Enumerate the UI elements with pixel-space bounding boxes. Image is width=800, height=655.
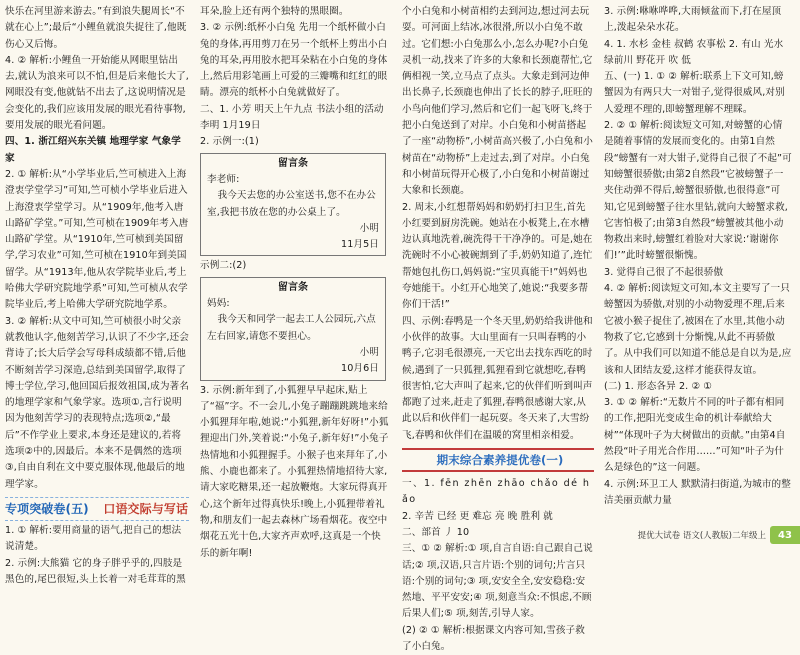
answer-line: 示例二:(2): [200, 260, 247, 272]
answer-line: 四、示例:春鸭是一个冬天里,奶奶给我讲他和小伙伴的故事。大山里面有一只叫春鸭的小鸭子,它羽毛很漂亮,一天它出去找东西吃的时候,遇到了一只狐狸,狐狸看到它就想吃,春鸭很害怕,它大声叫了起来,它的伙伴们听到叫声都跑了过来,赶走了狐狸,春鸭很感谢大家,从此以后和伙伴们一起玩耍。冬天来了,大雪纷飞,春鸭和伙伴们在温暖的窝里相亲相爱。: [402, 315, 593, 441]
exam-section-heading: 期末综合素养提优卷(一): [402, 448, 594, 472]
answer-line: 3. 示例:咻咻哗哗,大雨倾盆而下,打在屋顶上,泼起朵朵水花。: [604, 6, 782, 34]
answer-line: 五、(一) 1. ① ② 解析:联系上下文可知,螃蟹因为有两只大一对钳子,觉得很威风,对别人爱理不理的,即螃蟹理解不理睬。: [604, 71, 785, 115]
page-footer: [638, 524, 800, 546]
answer-line: 3. ② 解析:从文中可知,竺可桢很小时父亲就教他认字,他刻苦学习,认识了不少字,还会背诗了;长大后学会写母科成绩都不错,后他不断刻苦学习深造,总结到美国留学,取得了博士学位,学习,他回国后报效祖国,成为著名的地理学家和气象学家。选项①,言行说明因为他刻苦学习的表现特点;选项②,“最后”不作学业上要求,本身还是建议的,若将选项②中的,因最后。本来不是偶然的选项③,自由自利在文中要克服体现,他最后的地理学家。: [5, 315, 189, 490]
answer-line: 4. 1. 水杉 金桂 叔鹤 农事松 2. 有山 光水 绿前川 野花开 吹 低: [604, 38, 784, 66]
section-heading: [5, 497, 189, 521]
answer-line: 4. ② 解析:小鲤鱼一开始能从网眼里钻出去,就认为浪来可以不怕,但是后来他长大了,网眼没有变,他就钻不出去了,这说明情况是会变化的,我们应该用发展的眼光看待事物,要用发展的眼光看问题。: [5, 54, 189, 132]
note-greeting: 李老师:: [207, 173, 240, 185]
note-signature: 小明: [359, 222, 379, 234]
message-note-1: [200, 153, 386, 257]
note-body: 我今天去您的办公室送书,您不在办公室,我把书放在您的办公桌上了。: [207, 190, 376, 218]
answer-line: 2. 示例一:(1): [200, 136, 259, 148]
note-date: 11月5日: [341, 239, 379, 251]
answer-line: (二) 1. 形态各异 2. ② ①: [604, 380, 713, 392]
note-date: 10月6日: [341, 363, 379, 375]
column-1: [5, 4, 189, 588]
note-signature: 小明: [359, 346, 379, 358]
answer-line: (2) ② ① 解析:根据课文内容可知,雪孩子救了小白兔。: [402, 624, 585, 652]
column-4: [604, 4, 792, 509]
answer-line: 2. 辛苦 已经 更 难忘 亮 晚 胜利 就: [402, 510, 553, 522]
answer-line: 快乐在河里游来游去。”有到浪失腿周长“不就在心上”;最后“小鲤鱼就浪失捉往了,他既伤心又后悔。: [5, 6, 187, 50]
message-note-2: [200, 277, 386, 381]
answer-line: 1. ① 解析:要用商量的语气,把自己的想法说清楚。: [5, 524, 182, 553]
book-brand: 提优大试卷 语文(人教版)二年级上: [637, 531, 766, 541]
section-number: 专项突破卷(五): [5, 501, 89, 516]
note-body: 我今天和同学一起去工人公园玩,六点左右回家,请您不要担心。: [207, 314, 376, 342]
answer-line: 3. 示例:新年到了,小狐狸早早起床,贴上了“福”字。不一会儿,小兔子蹦蹦跳跳地来给小狐狸拜年啦,她说:“小狐狸,新年好呀!”小狐狸迎出门外,笑着说:“小兔子,新年好!”小兔子热情地和小狐狸握手。小猴子也来拜年了,小熊、小鹿也都来了。小狐狸热情地招待大家,请大家吃糖果,还一起放鞭炮。大家玩得真开心,这个新年过得真快乐!晚上,小狐狸带着礼物,和朋友们一起去森林广场看烟花。夜空中烟花五光十色,大家齐声欢呼,这真是一个快乐的新年啊!: [200, 384, 389, 559]
answer-line: 2. 示例:大熊猫 它的身子胖乎乎的,四肢是黑色的,尾巴很短,头上长着一对毛茸茸的黑: [5, 557, 186, 585]
answer-line: 一、1. fēn zhēn zhāo chǎo dé hǎo: [402, 478, 591, 506]
answer-line: 3. 觉得自己很了不起很骄傲: [604, 266, 724, 278]
note-greeting: 妈妈:: [207, 298, 230, 310]
answer-line: 3. ① ② 解析:“无数片不同的叶子都有相同的工作,把阳光变成生命的机计奉献给大树”“体现叶子为大树做出的贡献。”由第4自然段“叶子用光合作用……”可知“叶子为什么是绿色的”这一问题。: [604, 397, 786, 474]
answer-line: 耳朵,脸上还有两个独特的黑眼圈。: [200, 6, 349, 17]
answer-line: 四、1. 浙江绍兴东关镇 地理学家 气象学家: [5, 136, 181, 164]
answer-line: 2. 周末,小红想帮妈妈和奶奶打扫卫生,首先小红要到厨房洗碗。她站在小板凳上,在水槽边认真地洗着,碗洗得干干净净的。可是,她在洗碗时不小心被碗割到了手,奶奶知道了,连忙帮她包扎伤口,妈妈说:“宝贝真能干!”妈妈也夸她能干。小红开心地笑了,她说:“我要多帮你们干活!”: [402, 201, 593, 311]
answer-line: 二、部首 丿 10: [402, 526, 470, 538]
answer-line: 4. ② 解析:阅读短文可知,本文主要写了一只螃蟹因为骄傲,对别的小动物爱理不理,后来它被小猴子捉住了,被困在了水里,其他小动物救了它,它感到十分惭愧,从此不再骄傲了。从中我们可以知道不能总是自以为是,应该和人团结友爱,这样才能获得友谊。: [604, 283, 792, 376]
answer-line: 二、1. 小芳 明天上午九点 书法小组的活动 李明 1月19日: [200, 103, 384, 132]
answer-line: 个小白兔和小树苗相约去到河边,想过河去玩耍。可河面上结冰,冰很滑,所以小白兔不敢过。它们想:小白兔那么小,怎么办呢?小白兔灵机一动,找来了许多的大象和长颈鹿帮忙,它俩相视一笑,立马点了点头。大象走到河边伸出长鼻子,长颈鹿也伸出了长长的脖子,旺旺的小鸟向他们学习,然后和它们一起飞呀飞,终于把小白兔送到了对岸。小白兔和小树苗搭起了一座“动物桥”,小树苗高兴极了,小白兔和小树苗在“动物桥”上走过去,到了对岸。小白兔和小树苗玩得开心极了,小白兔和小树苗谢过大象和长颈鹿。: [402, 6, 593, 197]
answer-line: 4. 示例:环卫工人 默默清扫街道,为城市的整洁美丽贡献力量: [604, 478, 791, 506]
note-title: 留言条: [277, 157, 309, 169]
answer-line: 三、① ② 解析:① 项,自言自语:自己跟自己说话;② 项,汉语,只言片语:个别的词句;片言只语:个别的词句;③ 项,安安全全,安安稳稳:安然地、平平安安;④ 项,刻意当众:不惧虑,不顾后果人们;⑤ 项,刻苦,引导人家。: [402, 543, 593, 620]
answer-line: 3. ② 示例:纸杯小白兔 先用一个纸杯做小白兔的身体,再用剪刀在另一个纸杯上剪出小白兔的耳朵,再用胶水把耳朵粘在小白兔的身体上,然后用彩笔画上可爱的三瓣嘴和红红的眼睛。漂亮的纸杯小白兔就做好了。: [200, 22, 388, 99]
column-2: [200, 4, 390, 562]
answer-line: 2. ① 解析:从“小学毕业后,竺可桢进入上海澄衷学堂学习”可知,竺可桢小学毕业后进入上海澄衷学堂学习。从“1909年,他考入唐山路矿学堂。”可知,竺可桢在1909年考入唐山路矿学堂。从“1910年,竺可桢到美国留学,学习农业”可知,竺可桢在1910年到美国留学。从“1913年,他从农学院毕业后,考上哈佛大学研究院地学系”可知,竺可桢从农学院毕业后,考上哈佛大学研究院地学系。: [5, 168, 189, 311]
section-title: 口语交际与写话: [103, 501, 189, 516]
note-title: 留言条: [277, 281, 309, 293]
page-number: 43: [770, 526, 800, 544]
column-3: [402, 4, 594, 655]
answer-line: 2. ② ① 解析:阅读短文可知,对螃蟹的心情是随着事情的发展而变化的。由第1自然段“螃蟹有一对大钳子,觉得自己很了不起”可知螃蟹很骄傲;由第2自然段“它被螃蟹子一夹住动弹不得后,螃蟹很骄傲,也很得意”可知,它见到螃蟹子往水里钻,就向大螃蟹求救,它害怕极了;由第3自然段“螃蟹被其他小动物救出来时,螃蟹红着脸对大家说:‘谢谢你们!’”此时螃蟹很惭愧。: [604, 120, 792, 262]
